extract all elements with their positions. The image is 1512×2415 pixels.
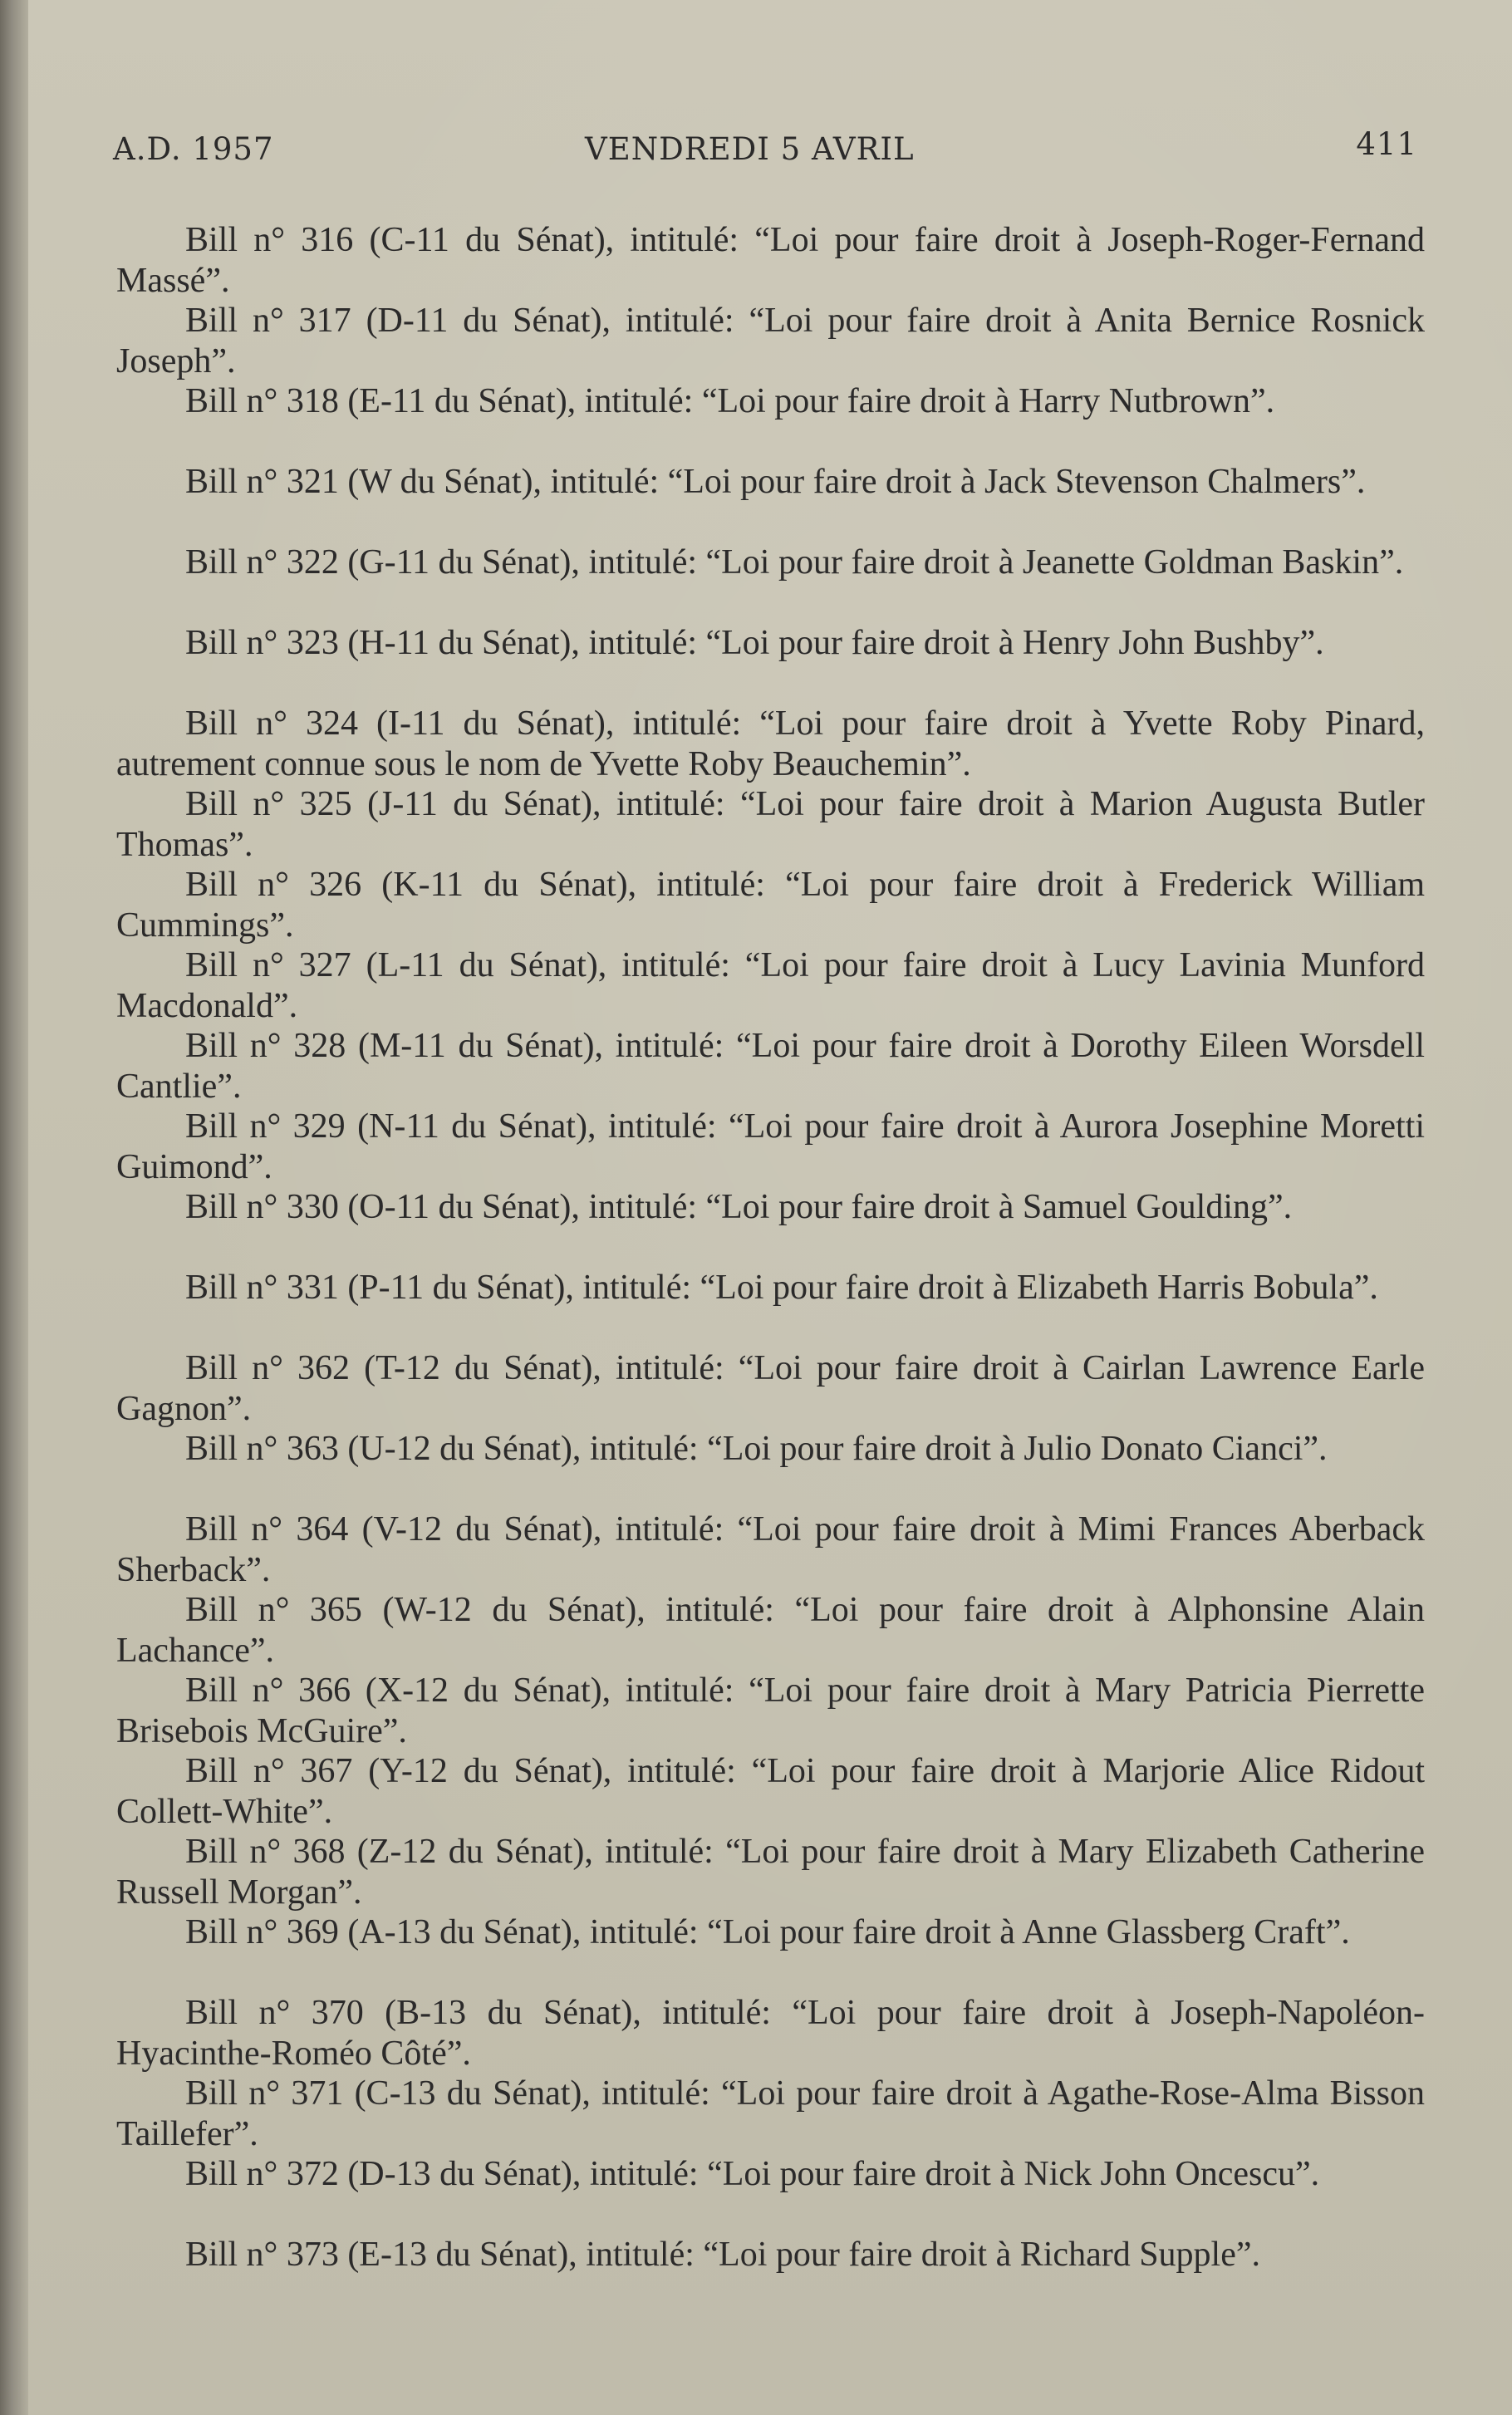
bill-entry: Bill n° 328 (M-11 du Sénat), intitulé: “Loi pour faire droit à Dorothy Eileen Worsdell Cantlie”. [116, 1027, 1425, 1106]
header-date: VENDREDI 5 AVRIL [585, 131, 915, 167]
bill-entry: Bill n° 326 (K-11 du Sénat), intitulé: “Loi pour faire droit à Frederick William Cummings”. [116, 866, 1425, 945]
bill-entry: Bill n° 316 (C-11 du Sénat), intitulé: “Loi pour faire droit à Joseph-Roger-Fernand Massé”. [116, 221, 1425, 300]
bill-entry: Bill n° 366 (X-12 du Sénat), intitulé: “Loi pour faire droit à Mary Patricia Pierrette Brisebois McGuire”. [116, 1671, 1425, 1750]
running-header [113, 126, 1417, 181]
bill-entry: Bill n° 329 (N-11 du Sénat), intitulé: “Loi pour faire droit à Aurora Josephine Moretti Guimond”. [116, 1107, 1425, 1186]
bill-entry: Bill n° 324 (I-11 du Sénat), intitulé: “Loi pour faire droit à Yvette Roby Pinard, autrement connue sous le nom de Yvette Roby Beauchemin”. [116, 704, 1425, 783]
book-binding-edge [0, 0, 28, 2415]
bill-entry: Bill n° 365 (W-12 du Sénat), intitulé: “Loi pour faire droit à Alphonsine Alain Lachance”. [116, 1591, 1425, 1670]
bill-entry: Bill n° 330 (O-11 du Sénat), intitulé: “Loi pour faire droit à Samuel Goulding”. [185, 1188, 1293, 1226]
bill-entry: Bill n° 369 (A-13 du Sénat), intitulé: “Loi pour faire droit à Anne Glassberg Craft”. [185, 1913, 1350, 1951]
bill-list [116, 220, 1425, 2315]
bill-entry: Bill n° 373 (E-13 du Sénat), intitulé: “Loi pour faire droit à Richard Supple”. [185, 2236, 1261, 2274]
bill-entry: Bill n° 363 (U-12 du Sénat), intitulé: “Loi pour faire droit à Julio Donato Cianci”. [185, 1430, 1328, 1468]
bill-entry: Bill n° 372 (D-13 du Sénat), intitulé: “Loi pour faire droit à Nick John Oncescu”. [185, 2155, 1320, 2193]
bill-entry: Bill n° 331 (P-11 du Sénat), intitulé: “Loi pour faire droit à Elizabeth Harris Bobula”. [185, 1269, 1378, 1307]
bill-entry: Bill n° 327 (L-11 du Sénat), intitulé: “Loi pour faire droit à Lucy Lavinia Munford Macdonald”. [116, 946, 1425, 1025]
bill-entry: Bill n° 371 (C-13 du Sénat), intitulé: “Loi pour faire droit à Agathe-Rose-Alma Bisson Taillefer”. [116, 2074, 1425, 2153]
bill-entry: Bill n° 323 (H-11 du Sénat), intitulé: “Loi pour faire droit à Henry John Bushby”. [185, 624, 1324, 662]
bill-entry: Bill n° 317 (D-11 du Sénat), intitulé: “Loi pour faire droit à Anita Bernice Rosnick Joseph”. [116, 302, 1425, 380]
bill-entry: Bill n° 321 (W du Sénat), intitulé: “Loi pour faire droit à Jack Stevenson Chalmers”. [185, 463, 1366, 501]
bill-entry: Bill n° 364 (V-12 du Sénat), intitulé: “Loi pour faire droit à Mimi Frances Aberback Sherback”. [116, 1510, 1425, 1589]
page-number: 411 [1356, 126, 1417, 162]
bill-entry: Bill n° 368 (Z-12 du Sénat), intitulé: “Loi pour faire droit à Mary Elizabeth Catherine Russell Morgan”. [116, 1833, 1425, 1912]
bill-entry: Bill n° 318 (E-11 du Sénat), intitulé: “Loi pour faire droit à Harry Nutbrown”. [185, 382, 1275, 420]
bill-entry: Bill n° 370 (B-13 du Sénat), intitulé: “Loi pour faire droit à Joseph-Napoléon-Hyacinthe-Roméo Côté”. [116, 1994, 1425, 2073]
bill-entry: Bill n° 362 (T-12 du Sénat), intitulé: “Loi pour faire droit à Cairlan Lawrence Earle Gagnon”. [116, 1349, 1425, 1428]
bill-entry: Bill n° 325 (J-11 du Sénat), intitulé: “Loi pour faire droit à Marion Augusta Butler Thomas”. [116, 785, 1425, 864]
bill-entry: Bill n° 322 (G-11 du Sénat), intitulé: “Loi pour faire droit à Jeanette Goldman Baskin”. [185, 543, 1404, 582]
header-year: A.D. 1957 [113, 131, 274, 167]
bill-entry: Bill n° 367 (Y-12 du Sénat), intitulé: “Loi pour faire droit à Marjorie Alice Ridout Collett-White”. [116, 1752, 1425, 1831]
